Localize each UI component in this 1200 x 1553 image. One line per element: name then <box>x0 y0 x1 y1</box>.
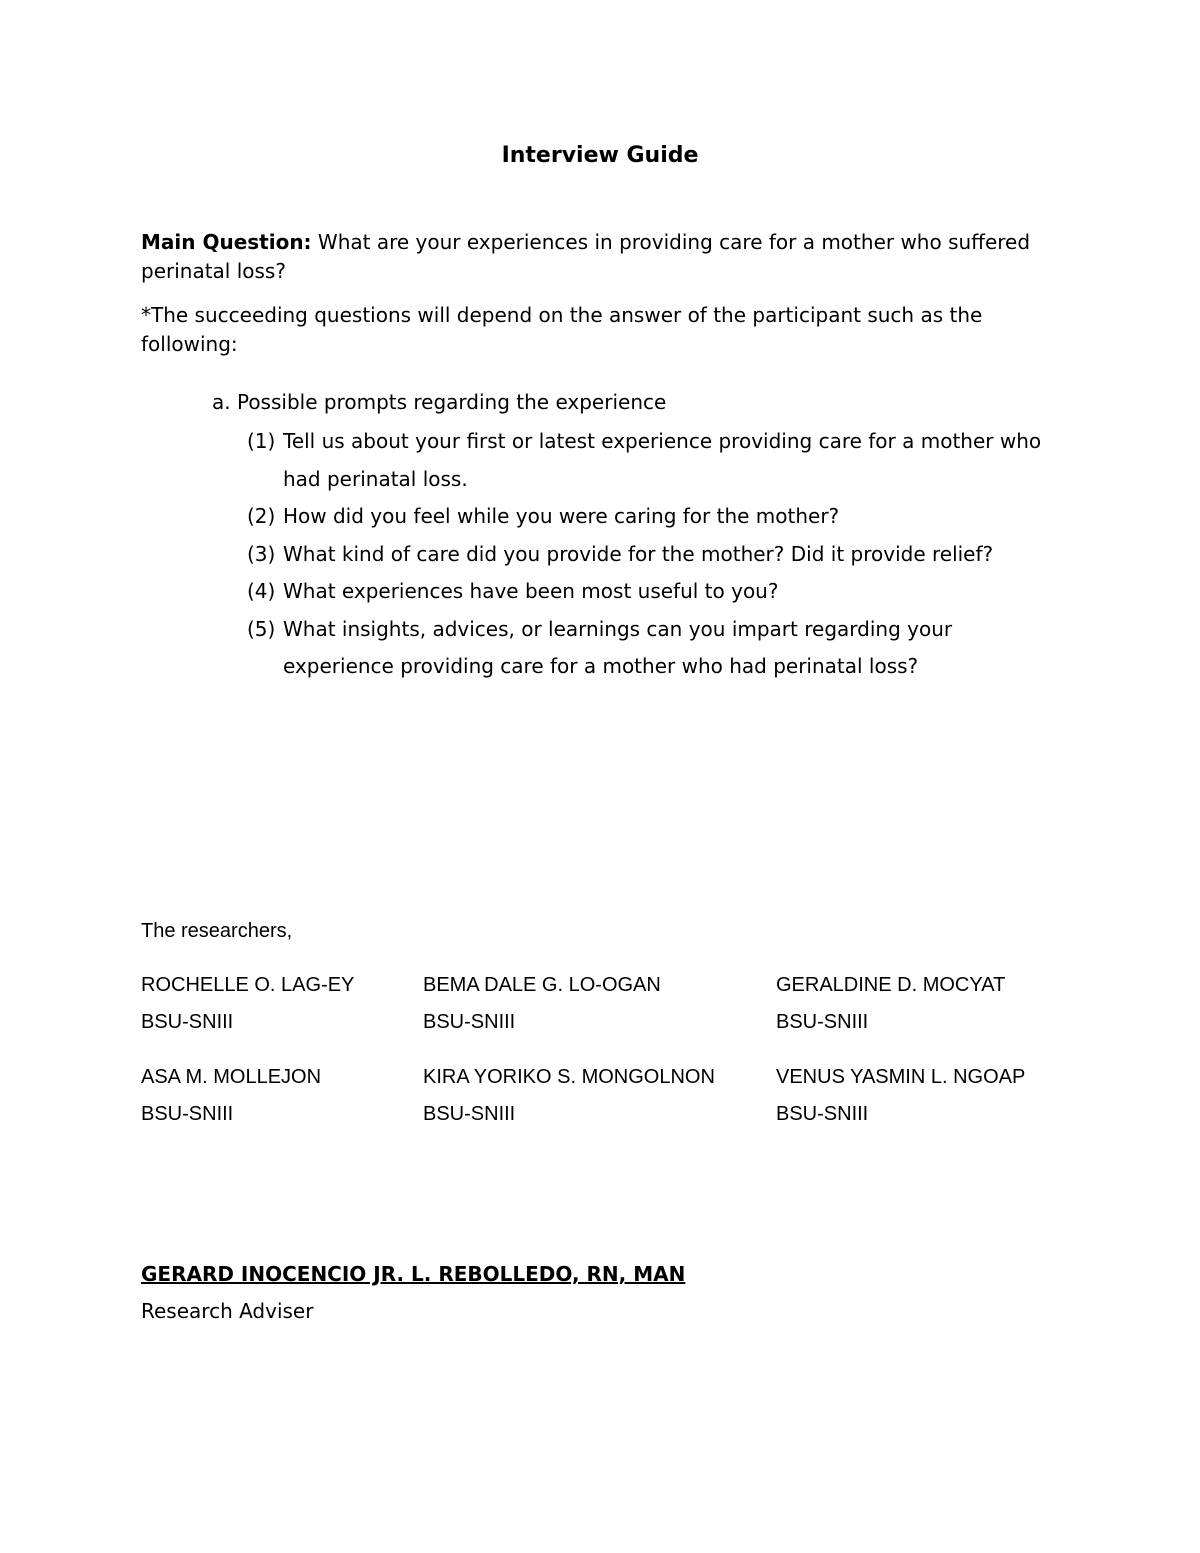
researcher-entry <box>776 967 1005 1041</box>
prompt-text: Tell us about your first or latest experience providing care for a mother who had perinatal loss. <box>283 429 1042 491</box>
researcher-affiliation: BSU-SNIII <box>141 1103 234 1125</box>
prompt-text: What insights, advices, or learnings can you impart regarding your experience providing care for a mother who had perinatal loss? <box>283 616 953 678</box>
prompt-item <box>247 611 1067 686</box>
prompt-text: What experiences have been most useful to you? <box>283 579 779 603</box>
document-title: Interview Guide <box>501 143 699 168</box>
researcher-name: ASA M. MOLLEJON <box>141 1066 322 1088</box>
prompts-heading: a. Possible prompts regarding the experience <box>212 390 667 414</box>
prompt-number: (1) <box>247 429 276 453</box>
researcher-name: ROCHELLE O. LAG-EY <box>141 974 355 996</box>
prompt-number: (3) <box>247 541 276 566</box>
prompt-number: (2) <box>247 504 276 528</box>
researcher-affiliation: BSU-SNIII <box>423 1011 516 1033</box>
adviser-name: GERARD INOCENCIO JR. L. REBOLLEDO, RN, MAN <box>141 1262 686 1286</box>
researcher-entry <box>776 1059 1025 1133</box>
succeeding-note: *The succeeding questions will depend on the answer of the participant such as the following: <box>141 303 983 356</box>
adviser-role: Research Adviser <box>141 1299 314 1323</box>
researcher-affiliation: BSU-SNIII <box>141 1011 234 1033</box>
researcher-entry <box>423 1059 715 1133</box>
prompt-text: What kind of care did you provide for the mother? Did it provide relief? <box>283 541 994 566</box>
prompt-item <box>247 498 1067 536</box>
researcher-affiliation: BSU-SNIII <box>423 1103 516 1125</box>
researcher-name: BEMA DALE G. LO-OGAN <box>423 974 661 996</box>
researchers-label: The researchers, <box>141 920 293 942</box>
prompt-number: (4) <box>247 579 276 603</box>
researcher-name: GERALDINE D. MOCYAT <box>776 974 1006 996</box>
researcher-name: KIRA YORIKO S. MONGOLNON <box>423 1066 715 1088</box>
researcher-entry <box>141 967 354 1041</box>
prompt-item <box>247 536 1067 574</box>
prompt-list <box>247 423 1067 686</box>
researcher-entry <box>141 1059 321 1133</box>
researcher-entry <box>423 967 661 1041</box>
researcher-name: VENUS YASMIN L. NGOAP <box>776 1066 1026 1088</box>
researcher-affiliation: BSU-SNIII <box>776 1103 869 1125</box>
prompt-item <box>247 573 1067 611</box>
main-question-text: What are your experiences in providing care for a mother who suffered perinatal loss? <box>141 230 1031 283</box>
main-question <box>141 228 1061 286</box>
prompt-item <box>247 423 1067 498</box>
prompt-text: How did you feel while you were caring for the mother? <box>283 504 840 528</box>
prompt-number: (5) <box>247 616 276 641</box>
researcher-affiliation: BSU-SNIII <box>776 1011 869 1033</box>
main-question-label: Main Question: <box>141 230 312 254</box>
